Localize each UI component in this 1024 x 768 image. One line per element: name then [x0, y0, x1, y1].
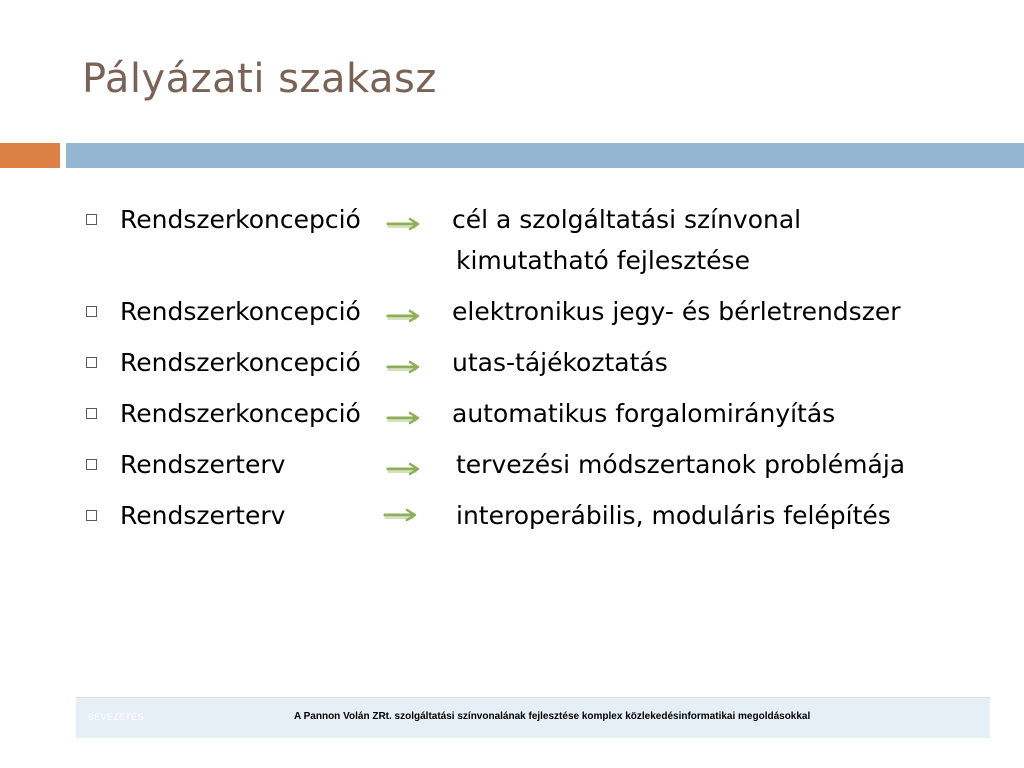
square-bullet-icon — [86, 357, 97, 368]
bullet-right-text: elektronikus jegy- és bérletrendszer — [452, 297, 901, 326]
bullet-right-text: tervezési módszertanok problémája — [456, 450, 906, 479]
bullet-right-text: interoperábilis, moduláris felépítés — [456, 501, 891, 530]
bullet-right-text: utas-tájékoztatás — [452, 348, 668, 377]
bullet-left-text: Rendszerkoncepció — [120, 297, 361, 326]
square-bullet-icon — [86, 408, 97, 419]
footer-caption: A Pannon Volán ZRt. szolgáltatási színvonalának fejlesztése komplex közlekedésinformatikai megoldásokkal — [294, 711, 811, 722]
bullet-item — [0, 445, 1024, 485]
slide-footer — [76, 697, 990, 738]
bullet-right-text: cél a szolgáltatási színvonal — [452, 205, 802, 234]
right-arrow-icon — [386, 303, 422, 325]
bullet-item — [0, 200, 1024, 240]
right-arrow-icon — [386, 405, 422, 427]
bullet-item — [0, 292, 1024, 332]
bullet-item — [0, 394, 1024, 434]
bullet-left-text: Rendszerterv — [120, 501, 286, 530]
square-bullet-icon — [86, 510, 97, 521]
square-bullet-icon — [86, 214, 97, 225]
square-bullet-icon — [86, 459, 97, 470]
slide-title: Pályázati szakasz — [82, 56, 437, 102]
footer-section-label: BEVEZETÉS — [88, 712, 144, 722]
bullet-continuation — [0, 241, 1024, 281]
bullet-right-text: automatikus forgalomirányítás — [452, 399, 836, 428]
right-arrow-icon — [386, 354, 422, 376]
bullet-left-text: Rendszerkoncepció — [120, 399, 361, 428]
bullet-item — [0, 343, 1024, 383]
bullet-item — [0, 496, 1024, 536]
right-arrow-icon — [386, 456, 422, 478]
square-bullet-icon — [86, 306, 97, 317]
right-arrow-icon — [383, 502, 419, 524]
bullet-left-text: Rendszerkoncepció — [120, 205, 361, 234]
bullet-right-text-line2: kimutatható fejlesztése — [456, 246, 750, 275]
right-arrow-icon — [386, 211, 422, 233]
bullet-left-text: Rendszerterv — [120, 450, 286, 479]
bullet-left-text: Rendszerkoncepció — [120, 348, 361, 377]
